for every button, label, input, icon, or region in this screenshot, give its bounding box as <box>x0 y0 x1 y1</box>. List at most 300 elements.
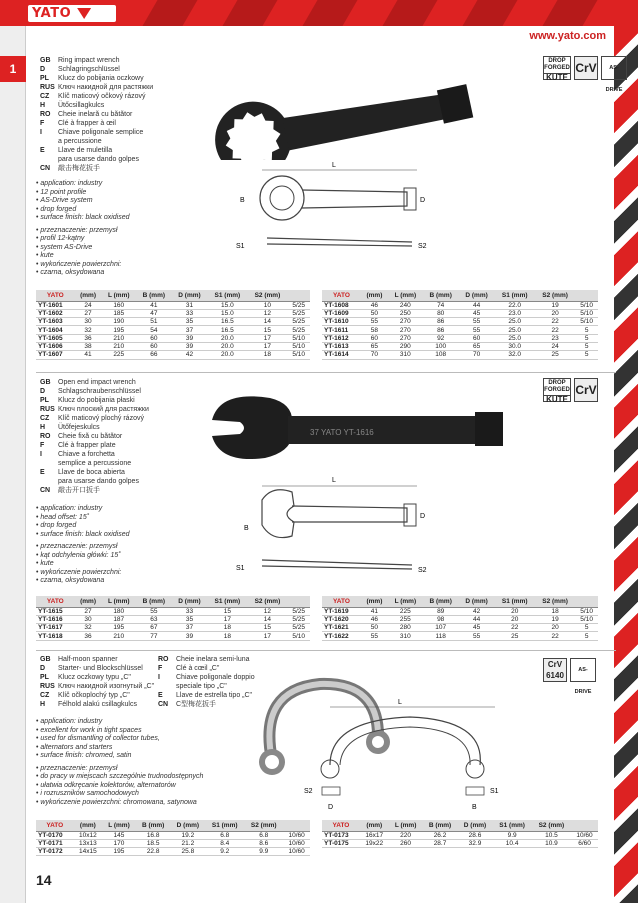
table-cell: 9.2 <box>205 848 244 856</box>
language-code <box>40 137 58 146</box>
table-cell: 36 <box>75 334 102 342</box>
table-header-cell: S1 (mm) <box>495 596 535 607</box>
side-view <box>267 238 412 242</box>
table-cell: YT-1617 <box>36 624 75 632</box>
s1-table-right <box>322 290 598 360</box>
table-cell: 100 <box>423 342 459 350</box>
s3-table-right <box>322 820 598 848</box>
table-cell: 27 <box>75 309 102 317</box>
table-cell: 190 <box>101 318 136 326</box>
handle-outline <box>292 506 407 522</box>
table-cell: 86 <box>423 326 459 334</box>
table-cell: 19x22 <box>360 839 389 847</box>
bullet-item: • application: industry <box>36 180 226 189</box>
language-code: RO <box>158 656 169 663</box>
table-header-cell: S1 (mm) <box>492 820 531 831</box>
language-text: Llave de boca abierta <box>58 469 125 476</box>
language-text: Schlagringschlüssel <box>58 66 120 73</box>
table-header-cell: (mm) <box>75 290 102 301</box>
language-text: Cheie inelară cu bătător <box>58 111 133 118</box>
bullet-item: • alternators and starters <box>36 744 266 753</box>
ring-outline <box>260 176 304 220</box>
table-cell: YT-1621 <box>322 624 361 632</box>
table-cell: 250 <box>388 309 423 317</box>
badge-6140-text: 6140 <box>546 671 564 680</box>
table-cell: YT-1614 <box>322 351 361 359</box>
badge-kute-text: KUTE <box>544 395 570 403</box>
table-cell: YT-1620 <box>322 615 361 623</box>
crv-6140-badge <box>543 658 567 682</box>
dim-label-d: D <box>420 197 426 204</box>
table-cell: 21.2 <box>171 839 206 847</box>
table-header-cell: B (mm) <box>423 290 459 301</box>
language-row <box>40 92 220 101</box>
table-cell: 30 <box>75 615 102 623</box>
table-cell: 5/10 <box>575 615 598 623</box>
language-code <box>40 155 58 164</box>
language-code: RO <box>40 433 51 440</box>
table-row <box>322 624 598 632</box>
table-cell: 17 <box>247 334 287 342</box>
table-header-row <box>36 290 310 301</box>
language-row <box>40 387 220 396</box>
drop-forged-badge <box>543 378 571 402</box>
language-code: I <box>158 674 160 681</box>
open-end-wrench-icon <box>212 396 503 459</box>
dim-label-l: L <box>332 162 336 169</box>
table-cell: 225 <box>388 607 423 615</box>
table-cell: 44 <box>459 301 495 309</box>
language-text: Ключ накидной для растяжки <box>58 84 154 91</box>
language-code: GB <box>40 379 51 386</box>
table-cell: YT-1613 <box>322 342 361 350</box>
table-cell: YT-1608 <box>322 301 361 309</box>
table-header-cell: S1 (mm) <box>207 596 247 607</box>
table-row <box>322 334 598 342</box>
table-cell: 23.0 <box>495 309 535 317</box>
table-row <box>36 301 310 309</box>
table-cell: 9.9 <box>492 831 531 839</box>
table-cell: 18 <box>207 624 247 632</box>
language-code: RO <box>40 111 51 118</box>
table-cell: YT-0173 <box>322 831 360 839</box>
table-header-cell: YATO <box>322 820 360 831</box>
language-code: F <box>40 120 45 127</box>
badge-forged-text: FORGED <box>544 65 570 71</box>
table-cell: YT-0170 <box>36 831 74 839</box>
section-divider <box>36 372 616 373</box>
table-cell: 20.0 <box>207 334 247 342</box>
s2-technical-drawing <box>232 470 432 575</box>
table-row <box>322 318 598 326</box>
table-cell: 15.0 <box>207 309 247 317</box>
table-cell: 5/10 <box>287 632 310 640</box>
language-text: Ключ накидной изогнутый „C" <box>58 683 155 690</box>
table-cell: 310 <box>388 351 423 359</box>
table-cell: 9.9 <box>244 848 283 856</box>
table-cell: 55 <box>459 318 495 326</box>
header-stripe <box>302 0 357 26</box>
table-cell: 5/10 <box>575 318 598 326</box>
table-cell: YT-1615 <box>36 607 75 615</box>
language-text: Klucz do pobijania oczkowy <box>58 75 144 82</box>
logo-mark-icon <box>77 8 91 19</box>
header-stripe <box>222 0 277 26</box>
table-cell: 70 <box>361 351 388 359</box>
as-drive-badge: AS-DRIVE <box>570 658 596 682</box>
left-margin-strip <box>0 26 26 903</box>
language-row <box>40 450 220 459</box>
language-text: Chiave poligonale doppio <box>176 674 255 681</box>
table-header-cell: YATO <box>36 820 74 831</box>
language-row <box>40 432 220 441</box>
language-text: a percussione <box>58 138 102 145</box>
table-header-cell: B (mm) <box>423 596 459 607</box>
table-row <box>322 607 598 615</box>
table-cell: 44 <box>459 615 495 623</box>
table-cell: 50 <box>361 309 388 317</box>
table-cell: 25.0 <box>495 334 535 342</box>
jaw-outline <box>262 490 294 538</box>
table-cell: 5 <box>575 326 598 334</box>
table-cell: 210 <box>101 632 136 640</box>
language-row <box>40 56 220 65</box>
table-cell: 41 <box>136 301 172 309</box>
table-cell: 27 <box>75 607 102 615</box>
table-cell: 10/60 <box>283 848 310 856</box>
table-cell: 45 <box>459 624 495 632</box>
language-text: speciale tipo „C" <box>176 683 227 690</box>
table-row <box>36 351 310 359</box>
crv-badge: CrV <box>574 378 598 402</box>
ring-side-view <box>466 787 484 795</box>
language-code: GB <box>40 656 51 663</box>
table-cell: 12 <box>247 309 287 317</box>
arc-inner <box>340 727 470 765</box>
bullet-item: • drop forged <box>36 522 226 531</box>
table-cell: 5/25 <box>287 607 310 615</box>
table-cell: 55 <box>361 632 388 640</box>
package-icon <box>571 820 598 831</box>
table-row <box>322 351 598 359</box>
table-header-cell: D (mm) <box>172 290 208 301</box>
table-row <box>322 309 598 317</box>
table-cell: 160 <box>101 301 136 309</box>
table-header-cell: L (mm) <box>388 290 423 301</box>
table-row <box>36 334 310 342</box>
language-row <box>40 477 220 486</box>
table-cell: 65 <box>459 342 495 350</box>
table-cell: 38 <box>75 342 102 350</box>
table-row <box>36 342 310 350</box>
language-code: RUS <box>40 683 55 690</box>
table-cell: 280 <box>388 624 423 632</box>
bullet-item: • czarna, oksydowana <box>36 577 226 586</box>
side-view <box>262 566 412 569</box>
table-cell: 10/60 <box>283 839 310 847</box>
table-cell: YT-1602 <box>36 309 75 317</box>
header-stripe <box>462 0 517 26</box>
language-code: PL <box>40 397 49 404</box>
table-header-cell: B (mm) <box>423 820 458 831</box>
table-cell: 22 <box>535 632 575 640</box>
language-code: H <box>40 424 46 431</box>
table-cell: YT-1610 <box>322 318 361 326</box>
language-text: Starter- und Blockschlüssel <box>58 665 143 672</box>
table-cell: 14x15 <box>74 848 103 856</box>
table-cell: 5/25 <box>287 318 310 326</box>
language-text: semplice a percussione <box>58 460 132 467</box>
table-cell: 187 <box>101 615 136 623</box>
table-cell: 10/60 <box>571 831 598 839</box>
table-cell: 74 <box>423 301 459 309</box>
badge-drop-text: DROP <box>548 58 566 64</box>
table-cell: 46 <box>361 301 388 309</box>
dim-label-s2: S2 <box>418 567 427 574</box>
table-cell: 16.5 <box>207 318 247 326</box>
header-stripe <box>542 0 597 26</box>
language-row <box>40 110 220 119</box>
table-cell: YT-1618 <box>36 632 75 640</box>
table-cell: 6.8 <box>244 831 283 839</box>
table-cell: 8.6 <box>244 839 283 847</box>
table-header-cell: B (mm) <box>136 290 172 301</box>
language-text: Klucz oczkowy typu „C" <box>58 674 131 681</box>
table-cell: 37 <box>172 326 208 334</box>
table-cell: 16.5 <box>207 326 247 334</box>
table-cell: 89 <box>423 607 459 615</box>
table-row <box>322 301 598 309</box>
bullet-item: • surface finish: black oxidised <box>36 531 226 540</box>
table-cell: 60 <box>361 334 388 342</box>
table-header-cell: D (mm) <box>459 290 495 301</box>
table-cell: 25.8 <box>171 848 206 856</box>
table-cell: YT-1606 <box>36 342 75 350</box>
table-cell: 18.5 <box>136 839 171 847</box>
table-cell: 5/25 <box>287 309 310 317</box>
table-header-row <box>322 820 598 831</box>
dim-label-b: B <box>244 525 249 532</box>
language-code: CZ <box>40 93 50 100</box>
bullet-item: • przeznaczenie: przemysł <box>36 227 226 236</box>
bullet-item: • surface finish: chromed, satin <box>36 752 266 761</box>
language-text: C型梅花扳手 <box>176 701 217 708</box>
bullet-item: • kute <box>36 252 226 261</box>
table-cell: 185 <box>101 309 136 317</box>
dim-label-s1: S1 <box>236 565 245 572</box>
bullet-item: • ułatwia odkręcanie kolektorów, alternatorów <box>36 782 266 791</box>
table-cell: YT-1622 <box>322 632 361 640</box>
side-view <box>267 244 412 246</box>
language-row <box>40 405 220 414</box>
table-cell: 10 <box>247 301 287 309</box>
table-cell: 86 <box>423 318 459 326</box>
bullet-item: • drop forged <box>36 206 226 215</box>
table-cell: 24 <box>535 342 575 350</box>
table-cell: 33 <box>172 309 208 317</box>
language-code: I <box>40 129 42 136</box>
package-icon <box>283 820 310 831</box>
language-code: RUS <box>40 84 55 91</box>
table-header-cell: S1 (mm) <box>205 820 244 831</box>
package-icon <box>287 290 310 301</box>
table-header-cell: S1 (mm) <box>495 290 535 301</box>
language-code: D <box>40 388 46 395</box>
table-row <box>322 342 598 350</box>
bullet-item: • kąt odchylenia główki: 15˚ <box>36 552 226 561</box>
table-header-cell: YATO <box>36 290 75 301</box>
table-cell: 20 <box>495 615 535 623</box>
language-code <box>40 459 58 468</box>
language-code: CN <box>158 701 169 708</box>
language-code: RUS <box>40 406 55 413</box>
bullet-item: • wykończenie powierzchni: <box>36 569 226 578</box>
language-text: Cheie fixă cu bătător <box>58 433 123 440</box>
table-cell: 14 <box>247 318 287 326</box>
table-cell: 20 <box>535 309 575 317</box>
table-cell: YT-0175 <box>322 839 360 847</box>
table-row <box>36 326 310 334</box>
bullet-item: • kute <box>36 560 226 569</box>
language-text: Ключ плоский для растяжки <box>58 406 149 413</box>
language-code: E <box>40 469 45 476</box>
language-row <box>158 655 278 664</box>
table-header-cell: L (mm) <box>388 596 423 607</box>
table-cell: YT-1609 <box>322 309 361 317</box>
s3-bullets <box>36 718 266 807</box>
table-row <box>36 318 310 326</box>
language-code: PL <box>40 75 49 82</box>
bullet-item: • application: industry <box>36 505 226 514</box>
table-header-cell: S2 (mm) <box>535 596 575 607</box>
s2-table-right <box>322 596 598 641</box>
table-cell: 35 <box>172 318 208 326</box>
table-cell: 41 <box>361 607 388 615</box>
table-cell: 20 <box>535 624 575 632</box>
table-cell: 28.6 <box>458 831 493 839</box>
bullet-item: • system AS-Drive <box>36 244 226 253</box>
table-cell: 32.9 <box>458 839 493 847</box>
language-text: para usarse dando golpes <box>58 478 139 485</box>
table-row <box>36 848 310 856</box>
table-header-cell: D (mm) <box>458 820 493 831</box>
language-code: D <box>40 665 46 672</box>
s1-technical-drawing <box>232 158 432 258</box>
header-stripe <box>382 0 437 26</box>
table-cell: 55 <box>361 318 388 326</box>
badge-drop-text: DROP <box>548 380 566 386</box>
s2-badges <box>543 378 598 402</box>
language-code: CZ <box>40 415 50 422</box>
s3-technical-drawing <box>300 695 510 815</box>
language-row <box>40 155 220 164</box>
website-url[interactable]: www.yato.com <box>529 30 606 42</box>
table-header-cell: S2 (mm) <box>247 596 287 607</box>
language-text: Ütőcsillagkulcs <box>58 102 105 109</box>
table-cell: 33 <box>172 607 208 615</box>
table-header-cell: S2 (mm) <box>532 820 571 831</box>
table-cell: 67 <box>136 624 172 632</box>
language-text: Llave de muletilla <box>58 147 113 154</box>
table-cell: 210 <box>101 342 136 350</box>
language-code: I <box>40 451 42 458</box>
table-header-row <box>36 820 310 831</box>
language-text: Clé à frapper à œil <box>58 120 116 127</box>
table-cell: 15 <box>247 624 287 632</box>
table-cell: YT-1612 <box>322 334 361 342</box>
table-cell: 20 <box>495 607 535 615</box>
language-row <box>40 128 220 137</box>
s1-bullets <box>36 180 226 278</box>
ring-impact-wrench-icon <box>208 70 476 160</box>
language-text: Ütőfejeskulcs <box>58 424 100 431</box>
table-cell: 28.7 <box>423 839 458 847</box>
s2-language-list <box>40 378 220 495</box>
language-row <box>40 691 160 700</box>
table-cell: 10.4 <box>492 839 531 847</box>
table-row <box>36 309 310 317</box>
table-cell: 63 <box>136 615 172 623</box>
page-number: 14 <box>36 872 52 888</box>
s1-table-left <box>36 290 310 360</box>
table-header-cell: L (mm) <box>389 820 423 831</box>
badge-crv-text: CrV <box>547 660 563 669</box>
language-row <box>40 119 220 128</box>
table-row <box>322 632 598 640</box>
language-row <box>40 65 220 74</box>
language-row <box>40 396 220 405</box>
language-code: H <box>40 701 46 708</box>
table-cell: 5/25 <box>287 301 310 309</box>
package-icon <box>287 596 310 607</box>
table-cell: 55 <box>136 607 172 615</box>
language-row <box>40 423 220 432</box>
table-cell: 24 <box>75 301 102 309</box>
table-cell: 6/60 <box>571 839 598 847</box>
table-cell: 60 <box>136 342 172 350</box>
table-cell: 195 <box>101 624 136 632</box>
table-cell: 19 <box>535 301 575 309</box>
language-code: F <box>158 665 163 672</box>
table-row <box>36 607 310 615</box>
table-cell: 5 <box>575 334 598 342</box>
table-cell: 22.8 <box>136 848 171 856</box>
dim-label-b: B <box>472 804 477 811</box>
table-cell: 270 <box>388 318 423 326</box>
table-cell: 225 <box>101 351 136 359</box>
language-row <box>40 700 160 709</box>
table-cell: 17 <box>247 632 287 640</box>
table-header-cell: (mm) <box>361 596 388 607</box>
table-cell: YT-1601 <box>36 301 75 309</box>
bullet-item: • surface finish: black oxidised <box>36 214 226 223</box>
table-cell: 5 <box>575 351 598 359</box>
table-header-row <box>36 596 310 607</box>
table-header-cell: D (mm) <box>172 596 208 607</box>
language-code: CN <box>40 487 51 494</box>
s3-table-left <box>36 820 310 856</box>
dim-label-d: D <box>328 804 334 811</box>
table-cell: 108 <box>423 351 459 359</box>
as-drive-badge: AS-DRIVE <box>601 56 627 80</box>
table-cell: 26.2 <box>423 831 458 839</box>
table-cell: 8.4 <box>205 839 244 847</box>
table-cell: 66 <box>136 351 172 359</box>
table-cell: 51 <box>136 318 172 326</box>
table-header-cell: L (mm) <box>101 290 136 301</box>
table-cell: 170 <box>102 839 136 847</box>
table-cell: 98 <box>423 615 459 623</box>
